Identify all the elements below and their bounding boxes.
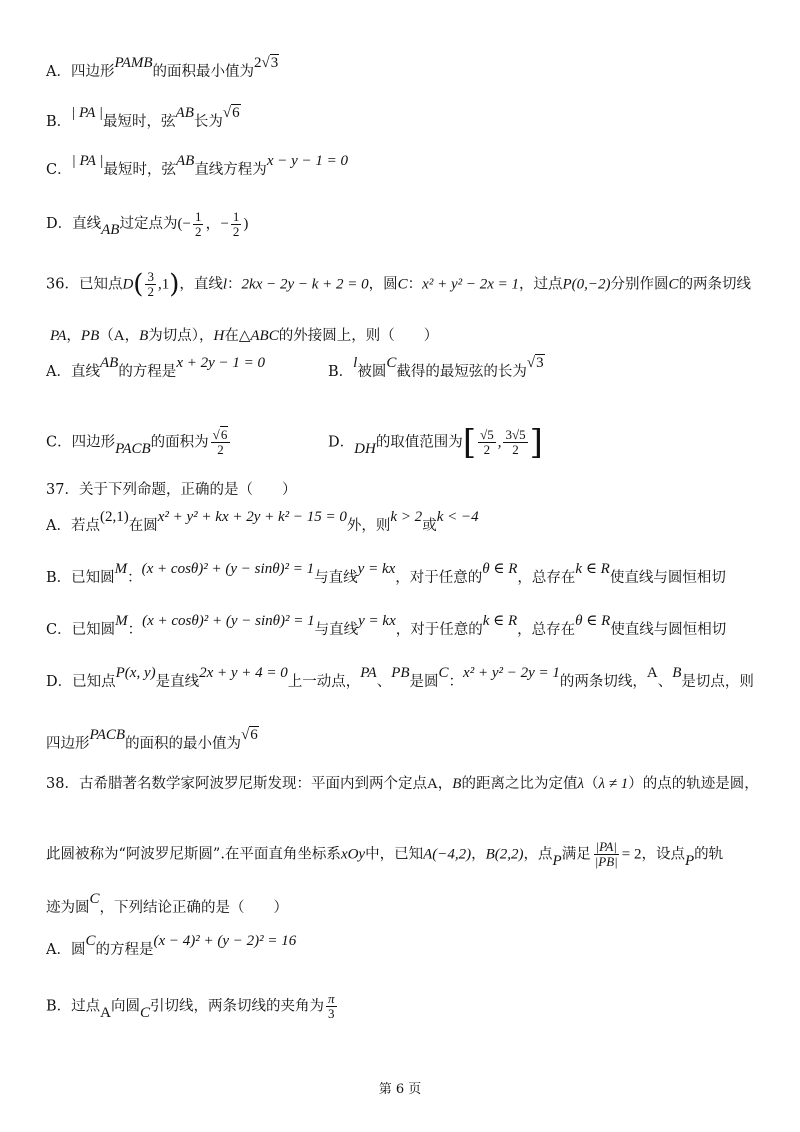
question-38 <box>46 774 759 794</box>
option-a-prev <box>46 55 279 82</box>
text: ： <box>407 276 423 293</box>
option-b-37 <box>46 561 726 588</box>
sqrt: √3 <box>526 355 544 371</box>
text: ： <box>127 570 142 586</box>
text: ，对于任意的 <box>395 622 483 638</box>
text: ，下列结论正确的是（ ） <box>99 900 289 916</box>
math-c: C <box>140 1004 151 1021</box>
denominator: 2 <box>147 284 154 299</box>
text: 迹为圆 <box>46 900 90 916</box>
math-abs-pa: | PA | <box>71 153 104 169</box>
text: ，总存在 <box>517 570 576 586</box>
math-p: P <box>684 852 695 869</box>
text: 、 <box>657 674 673 690</box>
denominator: 2 <box>194 224 202 239</box>
label: B． <box>328 364 354 380</box>
math-circle-eq: x² + y² − 2x = 1 <box>422 276 520 293</box>
comma: ， <box>205 215 221 232</box>
text: 的两条切线， <box>559 674 647 690</box>
bracket: [ <box>462 422 477 463</box>
text: 的距离之比为定值 <box>461 776 578 792</box>
fraction <box>231 210 242 239</box>
text: ）的点的轨迹是圆， <box>628 776 759 792</box>
text: ，过点 <box>519 276 563 293</box>
text: 最短时，弦 <box>103 162 176 178</box>
text: 的外接圆上，则（ ） <box>278 328 439 344</box>
math-point: P(x, y) <box>115 665 156 681</box>
math-a: A <box>426 776 438 792</box>
text: ，直线 <box>179 276 223 293</box>
option-b-36 <box>328 355 545 382</box>
text: 截得的最短弦的长为 <box>396 364 527 380</box>
option-d-prev <box>46 210 248 239</box>
sqrt: √6 <box>241 727 258 743</box>
text: 是圆 <box>409 674 439 690</box>
math-point-p: P(0,−2) <box>562 276 611 293</box>
text: 、 <box>376 674 392 690</box>
math-pacb: PACB <box>89 727 126 743</box>
math-pa: PA <box>360 665 377 681</box>
math-a: A <box>113 328 125 344</box>
math-c: C <box>438 665 449 681</box>
denominator: 2 <box>232 224 240 239</box>
text: 使直线与圆恒相切 <box>609 570 726 586</box>
label: B．已知圆 <box>46 570 115 586</box>
text: 的方程是 <box>95 942 154 958</box>
math-a: A <box>100 1004 111 1021</box>
paren: ( <box>133 269 144 300</box>
math-abs-pa: | PA | <box>71 105 104 121</box>
option-d-37-line2 <box>46 727 259 754</box>
math-b: B <box>672 665 682 681</box>
label: B． <box>46 114 72 130</box>
math-c: C <box>397 276 408 293</box>
math-pacb: PACB <box>115 440 151 457</box>
text: 中，已知 <box>365 846 424 863</box>
radicand: 6 <box>250 727 258 743</box>
label: A．直线 <box>46 364 100 380</box>
numerator: √6 <box>211 428 231 443</box>
text: 满足 <box>561 846 591 863</box>
math-triangle: △ABC <box>238 328 279 344</box>
radicand: 3 <box>270 55 279 71</box>
text: 过定点为 <box>119 215 178 232</box>
text: （ <box>99 328 114 344</box>
math-line: x + 2y − 1 = 0 <box>176 355 265 371</box>
option-b-prev <box>46 105 241 132</box>
option-a-36 <box>46 355 265 382</box>
digit: 2 <box>254 55 262 71</box>
text: 使直线与圆恒相切 <box>610 622 727 638</box>
label: C． <box>46 162 72 178</box>
math-c: C <box>386 355 397 371</box>
math-set: θ ∈ R <box>575 613 611 629</box>
label: D． <box>328 434 355 451</box>
fraction <box>593 840 620 869</box>
math-b: B <box>139 328 149 344</box>
text: 外，则 <box>346 518 391 534</box>
math-dh: DH <box>354 440 376 457</box>
question-36-line2 <box>50 326 438 346</box>
option-a-38 <box>46 933 297 960</box>
label: D．直线 <box>46 215 102 232</box>
text: 的轨 <box>694 846 724 863</box>
fraction <box>326 992 337 1021</box>
math-pamb: PAMB <box>114 55 153 71</box>
label: C．已知圆 <box>46 622 116 638</box>
question-38-line2 <box>46 840 723 869</box>
text: （ <box>583 776 599 792</box>
text: ： <box>127 622 143 638</box>
math-pb: PB <box>80 328 100 344</box>
math-ab: AB <box>175 105 194 121</box>
math-p: P <box>552 852 562 869</box>
math-point: (− $\frac{1}{2}$ ，− $\frac{1}{2}$ ) <box>177 209 249 239</box>
text: 与直线 <box>314 570 358 586</box>
math-point-b: B(2,2) <box>485 846 524 863</box>
option-d-36: D．DH的取值范围为[ $\frac{√5}{2}$ , $\frac{3√5}{2}$ ] <box>328 422 543 463</box>
numerator: 1 <box>194 209 202 224</box>
option-c-36 <box>46 428 232 457</box>
math-h: H <box>213 328 225 344</box>
denominator: 2 <box>512 442 519 457</box>
text: 的取值范围为 <box>375 434 463 451</box>
option-c-37 <box>46 613 727 640</box>
label: 36．已知点 <box>46 276 123 293</box>
text: 引切线，两条切线的夹角为 <box>150 998 325 1015</box>
math-set: θ ∈ R <box>482 561 518 577</box>
text: ： <box>227 276 242 293</box>
radicand: 6 <box>220 427 228 442</box>
math-point: (2,1) <box>99 509 129 525</box>
label: A．四边形 <box>46 64 115 80</box>
math-point-a: A(−4,2) <box>423 846 472 863</box>
page-footer: 第 6 页 <box>378 1082 422 1097</box>
text: 直线方程为 <box>194 162 267 178</box>
question-38-line3 <box>46 891 289 918</box>
text: ，圆 <box>368 276 398 293</box>
text: 是切点，则 <box>681 674 754 690</box>
text: ，对于任意的 <box>395 570 483 586</box>
math-l: l <box>222 276 228 293</box>
text: 的面积为 <box>150 434 209 451</box>
label: D．已知点 <box>46 674 116 690</box>
fraction <box>503 428 527 457</box>
text: 的方程是 <box>118 364 177 380</box>
math-line: 2x + y + 4 = 0 <box>199 665 288 681</box>
math-line: x − y − 1 = 0 <box>266 153 348 169</box>
paren: ) <box>169 269 180 300</box>
math-a: A <box>646 665 658 681</box>
fraction <box>193 210 204 239</box>
text: ，设点 <box>641 846 685 863</box>
math-ab: AB <box>175 153 195 169</box>
math-ab: AB <box>101 221 120 238</box>
math-ineq: k < −4 <box>436 509 479 525</box>
text: 被圆 <box>357 364 387 380</box>
math-set: k ∈ R <box>575 561 610 577</box>
fraction <box>211 428 231 457</box>
text: 的面积的最小值为 <box>125 736 242 752</box>
text: ， <box>66 328 81 344</box>
sqrt: √6 <box>222 105 240 121</box>
math-circle-eq: (x + cosθ)² + (y − sinθ)² = 1 <box>142 613 315 629</box>
label: C．四边形 <box>46 434 116 451</box>
question-text: 38．古希腊著名数学家阿波罗尼斯发现：平面内到两个定点 <box>46 776 427 792</box>
numerator: 3√5 <box>505 427 526 442</box>
text: ，总存在 <box>517 622 576 638</box>
math-lambda-cond: λ ≠ 1 <box>598 776 629 792</box>
math-m: M <box>115 613 128 629</box>
math-l: l <box>353 355 358 371</box>
label: B．过点 <box>46 998 101 1015</box>
text: 此圆被称为“阿波罗尼斯圆”.在平面直角坐标系 <box>46 846 341 863</box>
math-m: M <box>114 561 128 577</box>
option-a-37 <box>46 509 479 536</box>
text: ， <box>437 776 453 792</box>
question-36 <box>46 270 751 299</box>
bracket: ] <box>529 422 543 463</box>
option-d-37 <box>46 665 754 692</box>
numerator: 3 <box>147 269 154 284</box>
numerator: 1 <box>232 209 240 224</box>
denominator: |PB| <box>594 854 618 869</box>
math-ineq: k > 2 <box>390 509 423 525</box>
math-ab: AB <box>99 355 119 371</box>
math-circle-eq: (x + cosθ)² + (y − sinθ)² = 1 <box>141 561 315 577</box>
text: 最短时，弦 <box>103 114 176 130</box>
math-circle-eq: (x − 4)² + (y − 2)² = 16 <box>153 933 297 949</box>
numerator: |PA| <box>595 839 617 854</box>
math-line: y = kx <box>357 561 396 577</box>
math-line: y = kx <box>358 613 396 629</box>
text: 分别作圆 <box>610 276 669 293</box>
text: ， <box>471 846 486 863</box>
label: A．圆 <box>46 942 86 958</box>
math-coord: ,1 <box>157 276 170 293</box>
text: 四边形 <box>46 736 90 752</box>
text: 向圆 <box>111 998 140 1015</box>
sqrt: √3 <box>261 55 279 71</box>
text: 是直线 <box>155 674 200 690</box>
math-xoy: xOy <box>340 846 366 863</box>
text: 与直线 <box>314 622 359 638</box>
text: 为切点）， <box>148 328 214 344</box>
math-pa: PA <box>50 328 67 344</box>
text: 或 <box>422 518 437 534</box>
numerator: π <box>328 991 335 1006</box>
text: 的两条切线 <box>678 276 752 293</box>
math-line-eq: 2kx − 2y − k + 2 = 0 <box>241 276 369 293</box>
denominator: 2 <box>483 442 491 457</box>
text: ： <box>448 674 464 690</box>
math-circle-eq: x² + y² − 2y = 1 <box>463 665 560 681</box>
text: 在 <box>224 328 239 344</box>
math-c: C <box>89 891 100 907</box>
math-eq: = 2 <box>621 846 642 863</box>
denominator: 3 <box>328 1006 335 1021</box>
math-set: k ∈ R <box>482 613 518 629</box>
numerator: √5 <box>480 427 494 442</box>
text: 长为 <box>193 114 223 130</box>
option-b-38 <box>46 992 339 1021</box>
label: A．若点 <box>46 518 100 534</box>
fraction <box>145 270 156 299</box>
math-d: D <box>122 276 134 293</box>
math-pb: PB <box>391 665 410 681</box>
text: 上一动点， <box>287 674 361 690</box>
math-circle-eq: x² + y² + kx + 2y + k² − 15 = 0 <box>157 509 347 525</box>
minus: − <box>182 215 191 232</box>
text: 在圆 <box>128 518 158 534</box>
fraction <box>478 428 496 457</box>
option-c-prev <box>46 153 348 180</box>
math-b: B <box>452 776 462 792</box>
text: ， <box>124 328 140 344</box>
radicand: 6 <box>232 105 240 121</box>
denominator: 2 <box>217 442 224 457</box>
question-37 <box>46 480 296 500</box>
math-c: C <box>668 276 679 293</box>
math-c: C <box>85 933 96 949</box>
math-lambda: λ <box>577 776 584 792</box>
math-value <box>254 55 279 71</box>
question-text: 37．关于下列命题，正确的是（ ） <box>46 482 297 498</box>
minus: − <box>220 215 229 232</box>
text: ，点 <box>523 846 553 863</box>
text: 的面积最小值为 <box>152 64 255 80</box>
radicand: 3 <box>536 355 544 371</box>
